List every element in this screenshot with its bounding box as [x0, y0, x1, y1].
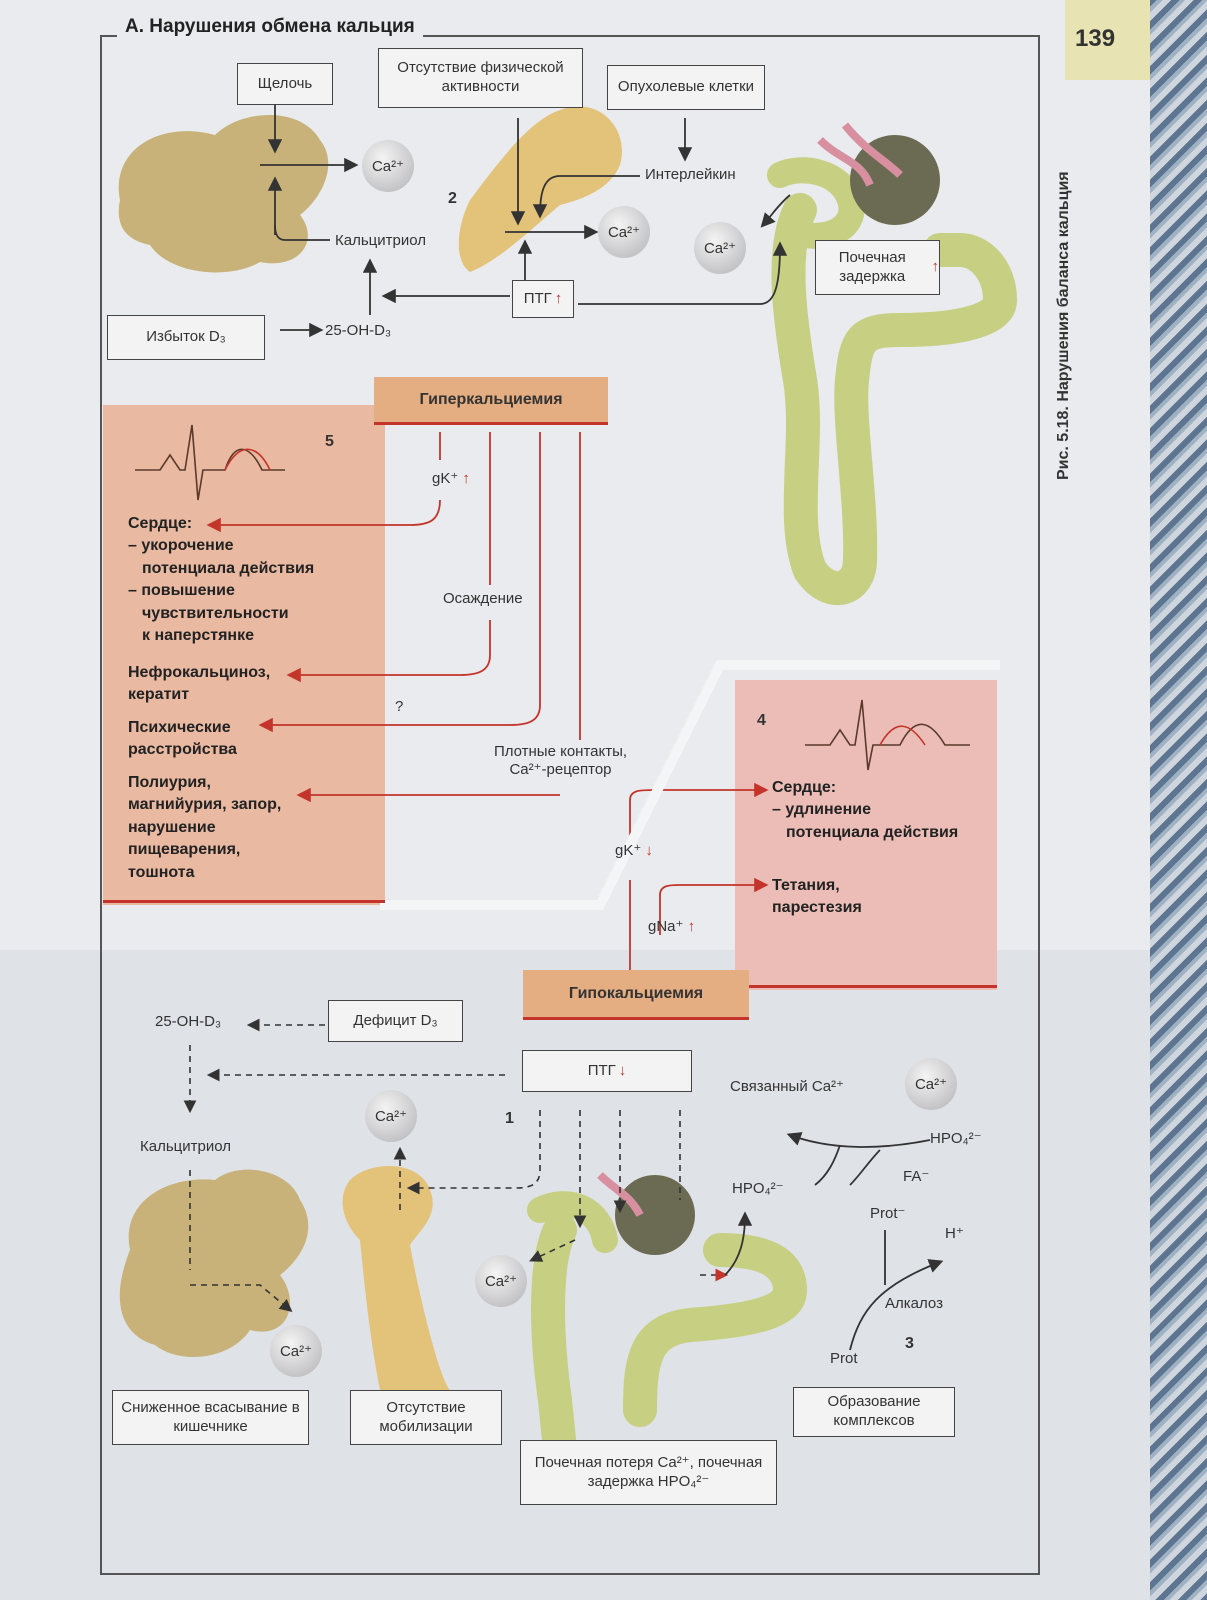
hypocalcemia-header: Гипокальциемия	[523, 970, 749, 1020]
marker-4: 4	[757, 712, 766, 729]
up-arrow-icon: ↑	[931, 258, 939, 276]
hyper-panel-underline	[103, 900, 385, 903]
reduced-absorption-box: Сниженное всасывание в кишечнике	[112, 1390, 309, 1445]
ca-ion-bone-hypo: Ca²⁺	[365, 1090, 417, 1142]
figure-caption: Рис. 5.18. Нарушения баланса кальция	[1055, 171, 1072, 480]
h-plus-label: H⁺	[945, 1225, 964, 1242]
tight-junctions-label: Плотные контакты, Ca²⁺-рецептор	[493, 743, 628, 778]
renal-retention-box	[815, 240, 940, 295]
page-number: 139	[1075, 25, 1116, 52]
renal-retention-label: Почечная задержка	[838, 248, 906, 285]
marker-1: 1	[505, 1110, 514, 1127]
hpo4-complex-label: HPO₄²⁻	[930, 1130, 982, 1147]
marker-2: 2	[448, 190, 457, 207]
ca-ion-complex: Ca²⁺	[905, 1058, 957, 1110]
deficit-d3-box: Дефицит D₃	[328, 1000, 463, 1042]
question-mark: ?	[395, 698, 404, 715]
pth-down-box	[522, 1050, 692, 1092]
interleukin-label: Интерлейкин	[645, 166, 736, 183]
alkalosis-label: Алкалоз	[885, 1295, 943, 1312]
complex-formation-box: Образование комплексов	[793, 1387, 955, 1437]
hyper-heart-effects: Сердце: – укорочение потенциала действия – повышение чувствительности к наперстянке	[128, 515, 315, 644]
oh-d3-label: 25-OH-D₃	[325, 322, 392, 339]
prot2-label: Prot	[830, 1350, 858, 1367]
nephrocalcinosis-effect: Нефрокальциноз, кератит	[128, 664, 271, 704]
up-arrow-icon: ↑	[458, 470, 470, 487]
pth-up-label: ПТГ	[523, 289, 552, 307]
gk-down-label: gK⁺ ↓	[615, 842, 653, 859]
calcitriol-hypo-label: Кальцитриол	[140, 1138, 231, 1155]
gk-up-label: gK⁺ ↑	[432, 470, 470, 487]
hypo-heart-effects: Сердце: – удлинение потенциала действия	[772, 779, 959, 841]
calcitriol-label: Кальцитриол	[335, 232, 426, 249]
alkali-box: Щелочь	[237, 63, 333, 105]
marker-5: 5	[325, 433, 334, 450]
hypercalcemia-header: Гиперкальциемия	[374, 377, 608, 425]
section-title: А. Нарушения обмена кальция	[117, 16, 423, 38]
ca-ion-bone: Ca²⁺	[598, 206, 650, 258]
bound-ca-label: Связанный Ca²⁺	[730, 1078, 844, 1095]
excess-d3-box: Избыток D₃	[107, 315, 265, 360]
pth-down-label: ПТГ	[587, 1061, 616, 1079]
renal-loss-box: Почечная потеря Ca²⁺, почечная задержка HPO₄²⁻	[520, 1440, 777, 1505]
fa-label: FA⁻	[903, 1168, 930, 1185]
psychic-effect: Психические расстройства	[128, 719, 237, 759]
inactivity-box: Отсутствие физической активности	[378, 48, 583, 108]
tumor-cells-box: Опухолевые клетки	[607, 65, 765, 110]
marker-3: 3	[905, 1335, 914, 1352]
down-arrow-icon: ↓	[618, 1061, 627, 1079]
prot-label: Prot⁻	[870, 1205, 906, 1222]
hpo4-kidney-label: HPO₄²⁻	[732, 1180, 784, 1197]
ca-ion-intestine: Ca²⁺	[362, 140, 414, 192]
gna-up-label: gNa⁺ ↑	[648, 918, 696, 935]
up-arrow-icon: ↑	[554, 289, 563, 307]
ca-ion-intestine-hypo: Ca²⁺	[270, 1325, 322, 1377]
precipitation-label: Осаждение	[443, 590, 523, 607]
pth-up-box	[512, 280, 574, 318]
ca-ion-kidney-hypo: Ca²⁺	[475, 1255, 527, 1307]
hypo-panel-underline	[740, 985, 997, 988]
ca-ion-kidney: Ca²⁺	[694, 222, 746, 274]
up-arrow-icon: ↑	[683, 918, 696, 935]
no-mobilization-box: Отсутствие мобилизации	[350, 1390, 502, 1445]
polyuria-effect: Полиурия, магнийурия, запор, нарушение пищеварения, тошнота	[128, 774, 282, 881]
tetany-effect: Тетания, парестезия	[772, 877, 862, 917]
oh-d3-hypo-label: 25-OH-D₃	[155, 1013, 222, 1030]
down-arrow-icon: ↓	[641, 842, 653, 859]
